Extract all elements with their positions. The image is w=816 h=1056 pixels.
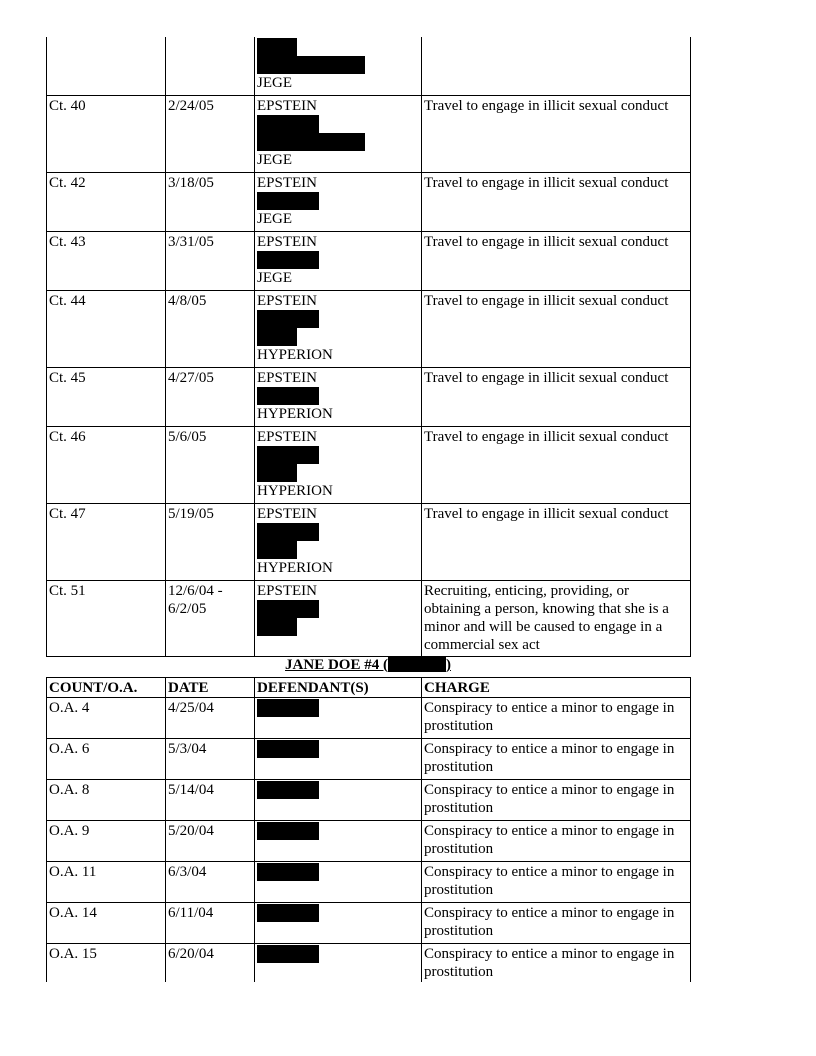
date-cell: 4/25/04: [166, 698, 255, 739]
redaction-bar: [257, 310, 319, 328]
defendants-cell: [255, 821, 422, 862]
defendant-name: EPSTEIN: [257, 97, 317, 114]
count-cell: Ct. 45: [47, 367, 166, 426]
charge-cell: Travel to engage in illicit sexual conduct: [422, 290, 691, 367]
charge-cell: Travel to engage in illicit sexual conduct: [422, 367, 691, 426]
count-cell: O.A. 14: [47, 903, 166, 944]
date-line: 6/2/05: [168, 600, 207, 617]
redaction-bar: [257, 740, 319, 758]
defendants-cell: [255, 780, 422, 821]
table-row: [47, 95, 691, 172]
redaction-bar: [257, 251, 319, 269]
redaction-bar: [257, 115, 319, 133]
table-row: [47, 580, 691, 656]
defendants-cell: [255, 95, 422, 172]
table-row: [47, 698, 691, 739]
redaction-bar: [257, 192, 319, 210]
date-cell: 3/31/05: [166, 231, 255, 290]
count-cell: O.A. 9: [47, 821, 166, 862]
redaction-bar: [257, 600, 319, 618]
count-cell: Ct. 47: [47, 503, 166, 580]
header-date: DATE: [166, 678, 255, 698]
charge-cell: Conspiracy to entice a minor to engage in prostitution: [422, 698, 691, 739]
charge-cell: Conspiracy to entice a minor to engage in prostitution: [422, 821, 691, 862]
charge-cell: Travel to engage in illicit sexual conduct: [422, 95, 691, 172]
charge-cell: Conspiracy to entice a minor to engage in prostitution: [422, 903, 691, 944]
section-title: JANE DOE #4 ( ): [285, 657, 451, 673]
redaction-bar: [257, 699, 319, 717]
header-defendants: DEFENDANT(S): [255, 678, 422, 698]
date-cell: 4/27/05: [166, 367, 255, 426]
count-cell: Ct. 44: [47, 290, 166, 367]
charge-cell: Conspiracy to entice a minor to engage in prostitution: [422, 944, 691, 982]
defendant-name: EPSTEIN: [257, 233, 317, 250]
date-cell: 5/14/04: [166, 780, 255, 821]
charge-cell: Conspiracy to entice a minor to engage in prostitution: [422, 739, 691, 780]
redaction-bar: [257, 781, 319, 799]
date-line: 12/6/04 -: [168, 582, 223, 599]
date-cell: [166, 580, 255, 656]
defendant-name: EPSTEIN: [257, 582, 317, 599]
count-cell: Ct. 43: [47, 231, 166, 290]
defendants-cell: [255, 290, 422, 367]
redaction-bar: [257, 523, 319, 541]
defendants-cell: [255, 698, 422, 739]
defendant-name: EPSTEIN: [257, 174, 317, 191]
defendants-cell: [255, 903, 422, 944]
defendants-cell: [255, 944, 422, 982]
count-cell: O.A. 11: [47, 862, 166, 903]
defendant-name: JEGE: [257, 151, 292, 168]
defendant-name: EPSTEIN: [257, 428, 317, 445]
defendant-name: EPSTEIN: [257, 292, 317, 309]
redaction-bar: [257, 328, 297, 346]
charge-cell: Conspiracy to entice a minor to engage in prostitution: [422, 862, 691, 903]
counts-table-continued: [46, 37, 691, 657]
table-header-row: [47, 678, 691, 698]
redaction-bar: [257, 541, 297, 559]
table-row: [47, 944, 691, 982]
count-cell: Ct. 40: [47, 95, 166, 172]
redaction-bar: [257, 38, 297, 56]
table-row: [47, 367, 691, 426]
date-cell: 5/20/04: [166, 821, 255, 862]
charge-cell: Recruiting, enticing, providing, or obtaining a person, knowing that she is a minor and will be caused to engage in a commercial sex act: [422, 580, 691, 656]
table-row: [47, 37, 691, 95]
count-cell: [47, 37, 166, 95]
header-count: COUNT/O.A.: [47, 678, 166, 698]
charge-cell: Travel to engage in illicit sexual conduct: [422, 503, 691, 580]
defendants-cell: [255, 426, 422, 503]
table-row: [47, 780, 691, 821]
defendant-name: EPSTEIN: [257, 369, 317, 386]
table-row: [47, 290, 691, 367]
count-cell: Ct. 42: [47, 172, 166, 231]
redaction-bar: [257, 387, 319, 405]
table-row: [47, 903, 691, 944]
redaction-bar: [257, 464, 297, 482]
date-cell: 6/3/04: [166, 862, 255, 903]
date-cell: 6/11/04: [166, 903, 255, 944]
table-row: [47, 231, 691, 290]
table-row: [47, 503, 691, 580]
redaction-bar: [388, 656, 446, 672]
date-cell: [166, 37, 255, 95]
date-cell: 5/19/05: [166, 503, 255, 580]
table-row: [47, 862, 691, 903]
charge-cell: Travel to engage in illicit sexual conduct: [422, 231, 691, 290]
redaction-bar: [257, 863, 319, 881]
redaction-bar: [257, 446, 319, 464]
defendants-cell: [255, 862, 422, 903]
redaction-bar: [257, 945, 319, 963]
defendant-name: HYPERION: [257, 405, 333, 422]
date-cell: 5/6/05: [166, 426, 255, 503]
defendant-name: HYPERION: [257, 482, 333, 499]
date-cell: 5/3/04: [166, 739, 255, 780]
header-charge: CHARGE: [422, 678, 691, 698]
defendants-cell: [255, 231, 422, 290]
table-row: [47, 172, 691, 231]
count-cell: O.A. 15: [47, 944, 166, 982]
charge-cell: [422, 37, 691, 95]
redaction-bar: [257, 56, 365, 74]
charge-cell: Travel to engage in illicit sexual conduct: [422, 426, 691, 503]
defendants-cell: [255, 739, 422, 780]
date-cell: 2/24/05: [166, 95, 255, 172]
defendants-cell: [255, 37, 422, 95]
redaction-bar: [257, 133, 365, 151]
jane-doe-4-table: [46, 677, 691, 982]
defendant-name: EPSTEIN: [257, 505, 317, 522]
date-cell: 4/8/05: [166, 290, 255, 367]
redaction-bar: [257, 904, 319, 922]
defendant-name: HYPERION: [257, 346, 333, 363]
redaction-bar: [257, 822, 319, 840]
defendants-cell: [255, 503, 422, 580]
defendant-name: JEGE: [257, 75, 292, 91]
defendant-name: HYPERION: [257, 559, 333, 576]
date-cell: 6/20/04: [166, 944, 255, 982]
charge-cell: Travel to engage in illicit sexual conduct: [422, 172, 691, 231]
count-cell: O.A. 4: [47, 698, 166, 739]
count-cell: O.A. 6: [47, 739, 166, 780]
defendants-cell: [255, 172, 422, 231]
table-row: [47, 739, 691, 780]
defendant-name: JEGE: [257, 269, 292, 286]
defendants-cell: [255, 367, 422, 426]
count-cell: O.A. 8: [47, 780, 166, 821]
count-cell: Ct. 46: [47, 426, 166, 503]
table-row: [47, 426, 691, 503]
charge-cell: Conspiracy to entice a minor to engage in prostitution: [422, 780, 691, 821]
table-row: [47, 821, 691, 862]
defendants-cell: [255, 580, 422, 656]
count-cell: Ct. 51: [47, 580, 166, 656]
redaction-bar: [257, 618, 297, 636]
defendant-name: JEGE: [257, 210, 292, 227]
date-cell: 3/18/05: [166, 172, 255, 231]
